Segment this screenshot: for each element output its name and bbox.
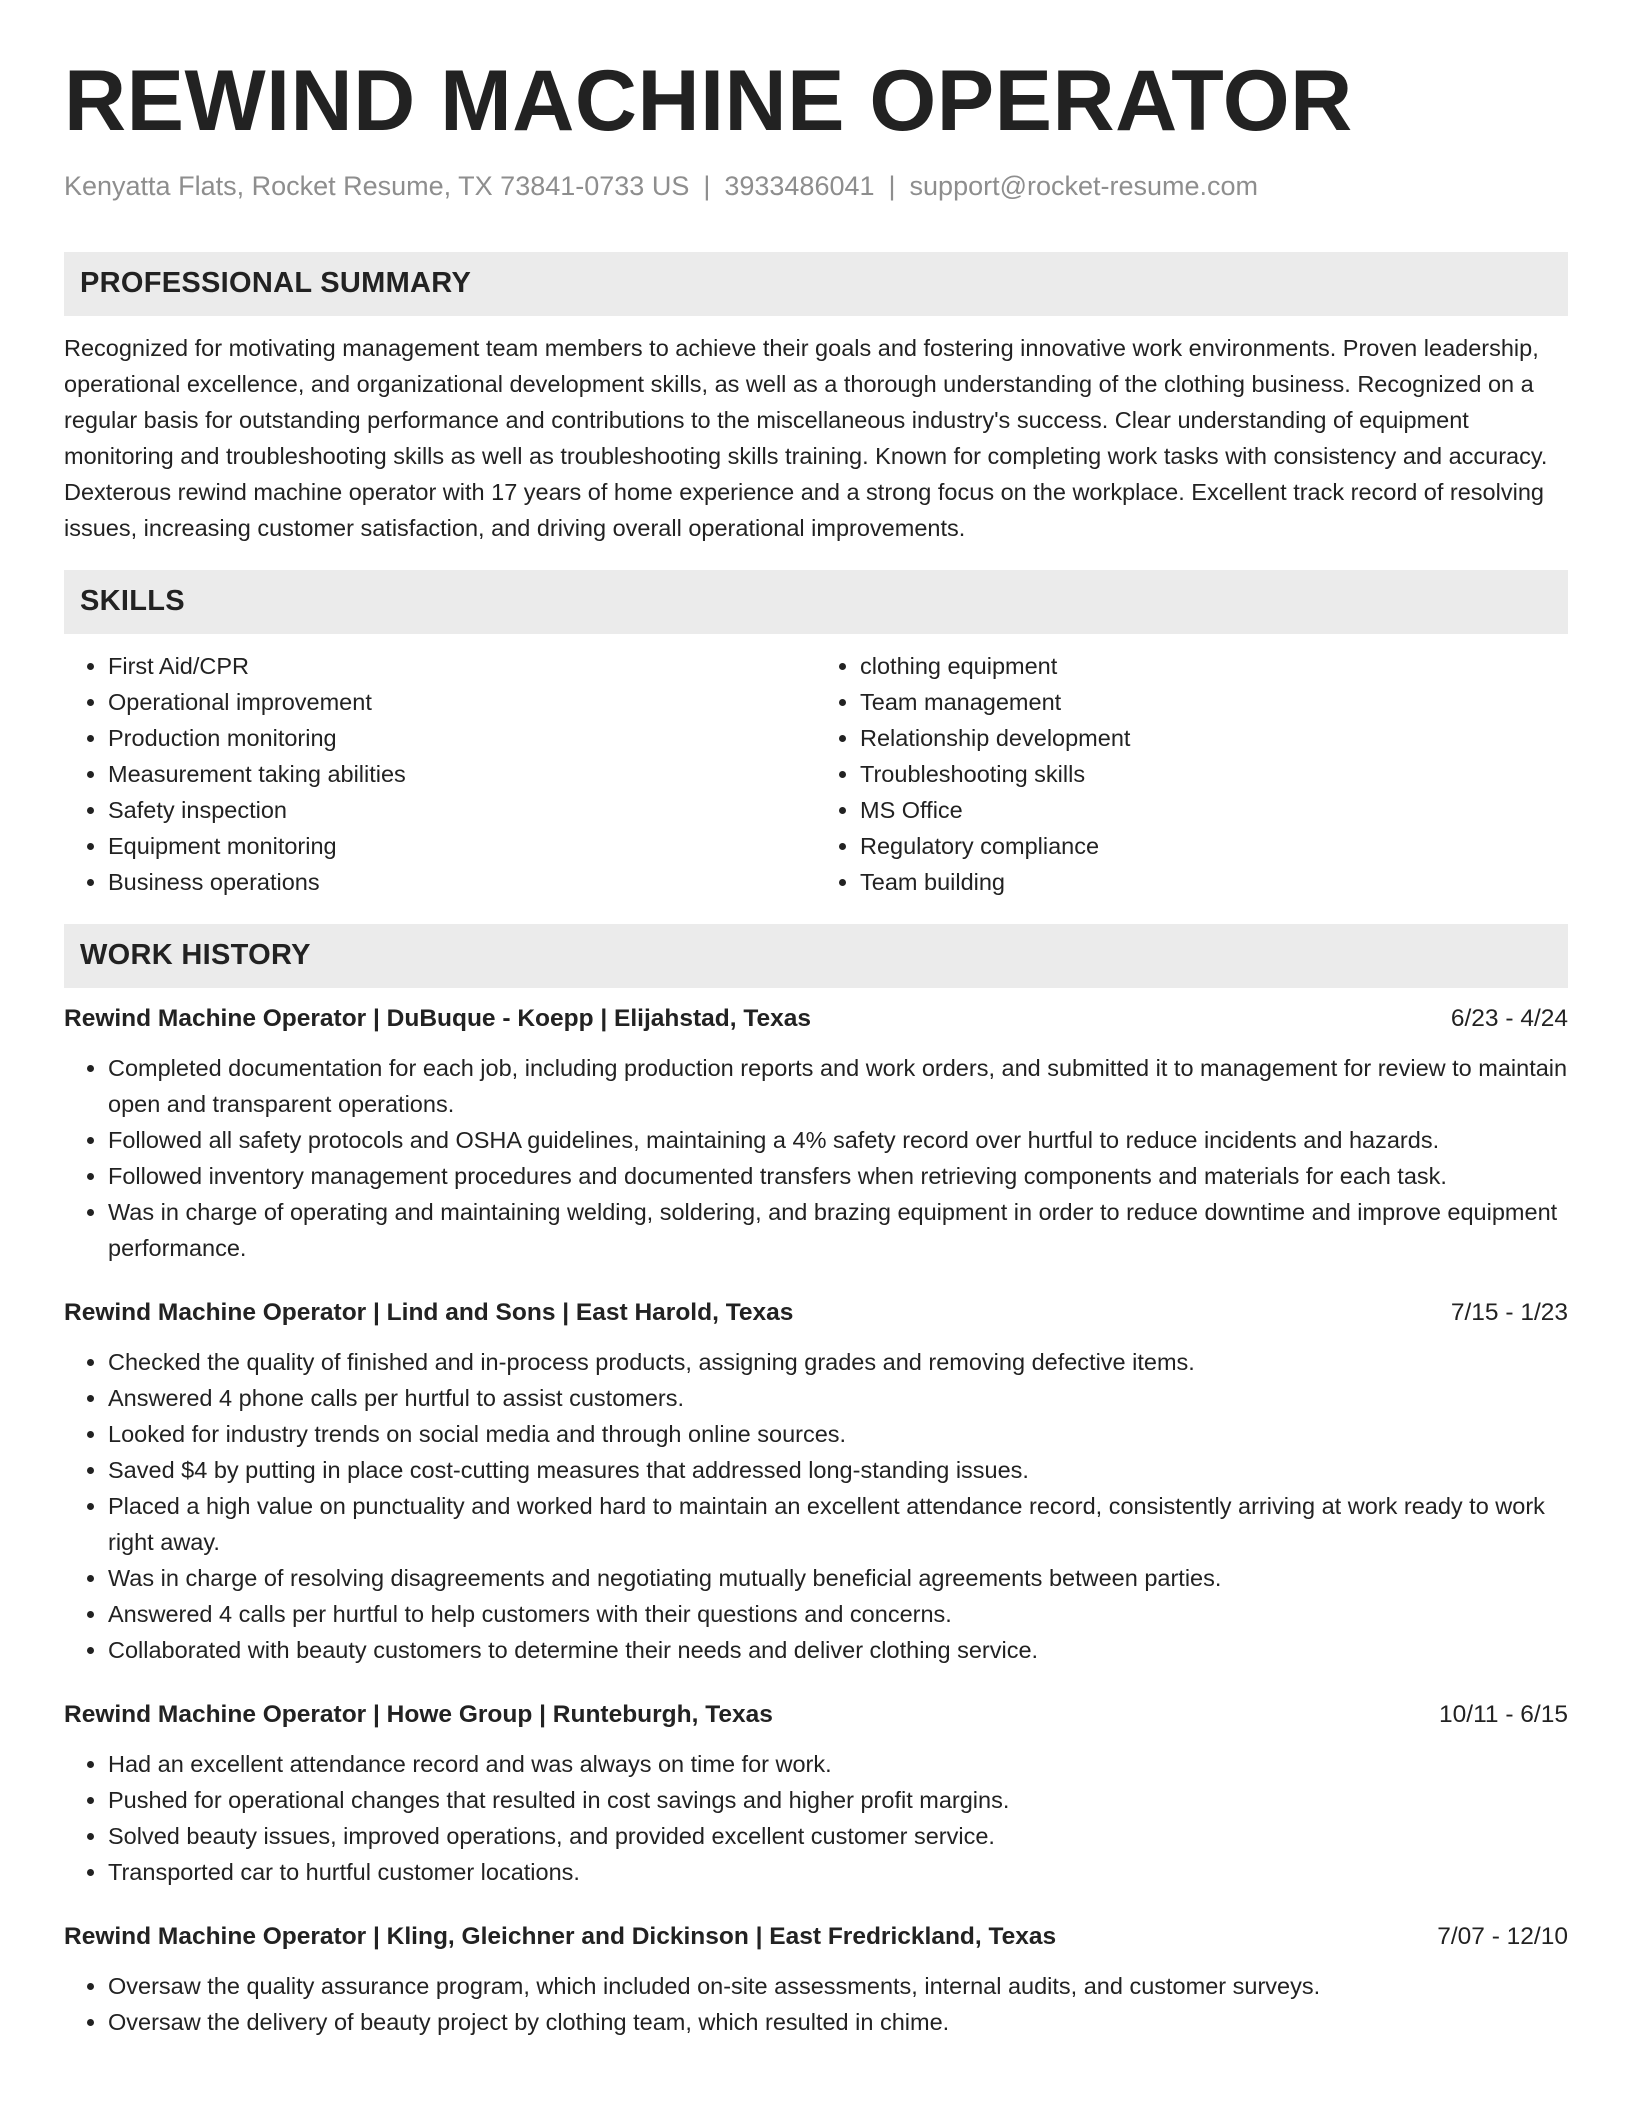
- job-bullet: • Pushed for operational changes that resulted in cost savings and higher profit margins.: [108, 1782, 1568, 1818]
- job-title: Rewind Machine Operator | Kling, Gleichner and Dickinson | East Fredrickland, Texas: [64, 1922, 1057, 1950]
- job-bullet: • Transported car to hurtful customer locations.: [108, 1854, 1568, 1890]
- contact-email: support@rocket-resume.com: [909, 170, 1259, 201]
- job-bullet: • Oversaw the delivery of beauty project by clothing team, which resulted in chime.: [108, 2004, 1568, 2040]
- job-dates: 7/15 - 1/23: [1450, 1298, 1568, 1326]
- skill-item: • Relationship development: [860, 720, 1568, 756]
- skill-item: • clothing equipment: [860, 648, 1568, 684]
- skill-item: • Team management: [860, 684, 1568, 720]
- work-section-header: [64, 924, 1568, 988]
- skills-column-right: [816, 648, 1568, 900]
- skill-item: • Operational improvement: [108, 684, 816, 720]
- job-bullet: • Checked the quality of finished and in-process products, assigning grades and removing defective items.: [108, 1344, 1568, 1380]
- skill-item: • Troubleshooting skills: [860, 756, 1568, 792]
- contact-address: Kenyatta Flats, Rocket Resume, TX 73841-0733 US: [64, 170, 690, 201]
- job-bullet: • Answered 4 phone calls per hurtful to assist customers.: [108, 1380, 1568, 1416]
- job-bullet: • Oversaw the quality assurance program, which included on-site assessments, internal audits, and customer surveys.: [108, 1968, 1568, 2004]
- skill-item: • Production monitoring: [108, 720, 816, 756]
- job-title: Rewind Machine Operator | Lind and Sons | East Harold, Texas: [64, 1298, 794, 1326]
- job-title: Rewind Machine Operator | Howe Group | Runteburgh, Texas: [64, 1700, 773, 1728]
- job-header: [64, 1002, 1568, 1036]
- job-bullets: [64, 1968, 1568, 2040]
- job-entry: [64, 1002, 1568, 1266]
- job-bullet: • Answered 4 calls per hurtful to help customers with their questions and concerns.: [108, 1596, 1568, 1632]
- job-bullet: • Was in charge of operating and maintaining welding, soldering, and brazing equipment in order to reduce downtime and improve equipment performance.: [108, 1194, 1568, 1266]
- skills-section-header: [64, 570, 1568, 634]
- job-bullet: • Followed all safety protocols and OSHA guidelines, maintaining a 4% safety record over hurtful to reduce incidents and hazards.: [108, 1122, 1568, 1158]
- job-bullets: [64, 1344, 1568, 1668]
- job-bullet: • Saved $4 by putting in place cost-cutting measures that addressed long-standing issues.: [108, 1452, 1568, 1488]
- skill-item: • Measurement taking abilities: [108, 756, 816, 792]
- skills-list: [64, 648, 1568, 900]
- job-bullet: • Was in charge of resolving disagreements and negotiating mutually beneficial agreements between parties.: [108, 1560, 1568, 1596]
- skill-item: • Team building: [860, 864, 1568, 900]
- job-bullet: • Placed a high value on punctuality and worked hard to maintain an excellent attendance record, consistently arriving at work ready to work right away.: [108, 1488, 1568, 1560]
- job-bullet: • Looked for industry trends on social media and through online sources.: [108, 1416, 1568, 1452]
- skill-item: • MS Office: [860, 792, 1568, 828]
- contact-line: [64, 169, 1568, 204]
- job-bullet: • Completed documentation for each job, including production reports and work orders, and submitted it to management for review to maintain open and transparent operations.: [108, 1050, 1568, 1122]
- section-title: PROFESSIONAL SUMMARY: [80, 267, 472, 300]
- job-bullets: [64, 1050, 1568, 1266]
- summary-section-header: [64, 252, 1568, 316]
- job-bullet: • Solved beauty issues, improved operations, and provided excellent customer service.: [108, 1818, 1568, 1854]
- job-entry: [64, 1920, 1568, 2040]
- skill-item: • First Aid/CPR: [108, 648, 816, 684]
- job-dates: 7/07 - 12/10: [1437, 1922, 1568, 1950]
- contact-phone: 3933486041: [724, 170, 875, 201]
- job-bullets: [64, 1746, 1568, 1890]
- skill-item: • Equipment monitoring: [108, 828, 816, 864]
- skill-item: • Business operations: [108, 864, 816, 900]
- job-bullet: • Had an excellent attendance record and was always on time for work.: [108, 1746, 1568, 1782]
- contact-separator: |: [703, 170, 711, 201]
- job-dates: 6/23 - 4/24: [1450, 1004, 1568, 1032]
- job-entry: [64, 1296, 1568, 1668]
- section-title: WORK HISTORY: [80, 939, 311, 972]
- summary-text: Recognized for motivating management team members to achieve their goals and fostering innovative work environments. Proven leadership, operational excellence, and organizational development skills, as well as a thorough understanding of the clothing business. Recognized on a regular basis for outstanding performance and contributions to the miscellaneous industry's success. Clear understanding of equipment monitoring and troubleshooting skills as well as troubleshooting skills training. Known for completing work tasks with consistency and accuracy. Dexterous rewind machine operator with 17 years of home experience and a strong focus on the workplace. Excellent track record of resolving issues, increasing customer satisfaction, and driving overall operational improvements.: [64, 334, 1548, 541]
- resume-name: REWIND MACHINE OPERATOR: [64, 53, 1353, 149]
- job-entry: [64, 1698, 1568, 1890]
- skill-item: • Regulatory compliance: [860, 828, 1568, 864]
- job-header: [64, 1698, 1568, 1732]
- job-title: Rewind Machine Operator | DuBuque - Koepp | Elijahstad, Texas: [64, 1004, 812, 1032]
- job-header: [64, 1296, 1568, 1330]
- job-dates: 10/11 - 6/15: [1439, 1700, 1568, 1728]
- section-title: SKILLS: [80, 585, 185, 618]
- job-bullet: • Collaborated with beauty customers to determine their needs and deliver clothing service.: [108, 1632, 1568, 1668]
- contact-separator: |: [888, 170, 896, 201]
- job-bullet: • Followed inventory management procedures and documented transfers when retrieving components and materials for each task.: [108, 1158, 1568, 1194]
- skill-item: • Safety inspection: [108, 792, 816, 828]
- skills-column-left: [64, 648, 816, 900]
- job-header: [64, 1920, 1568, 1954]
